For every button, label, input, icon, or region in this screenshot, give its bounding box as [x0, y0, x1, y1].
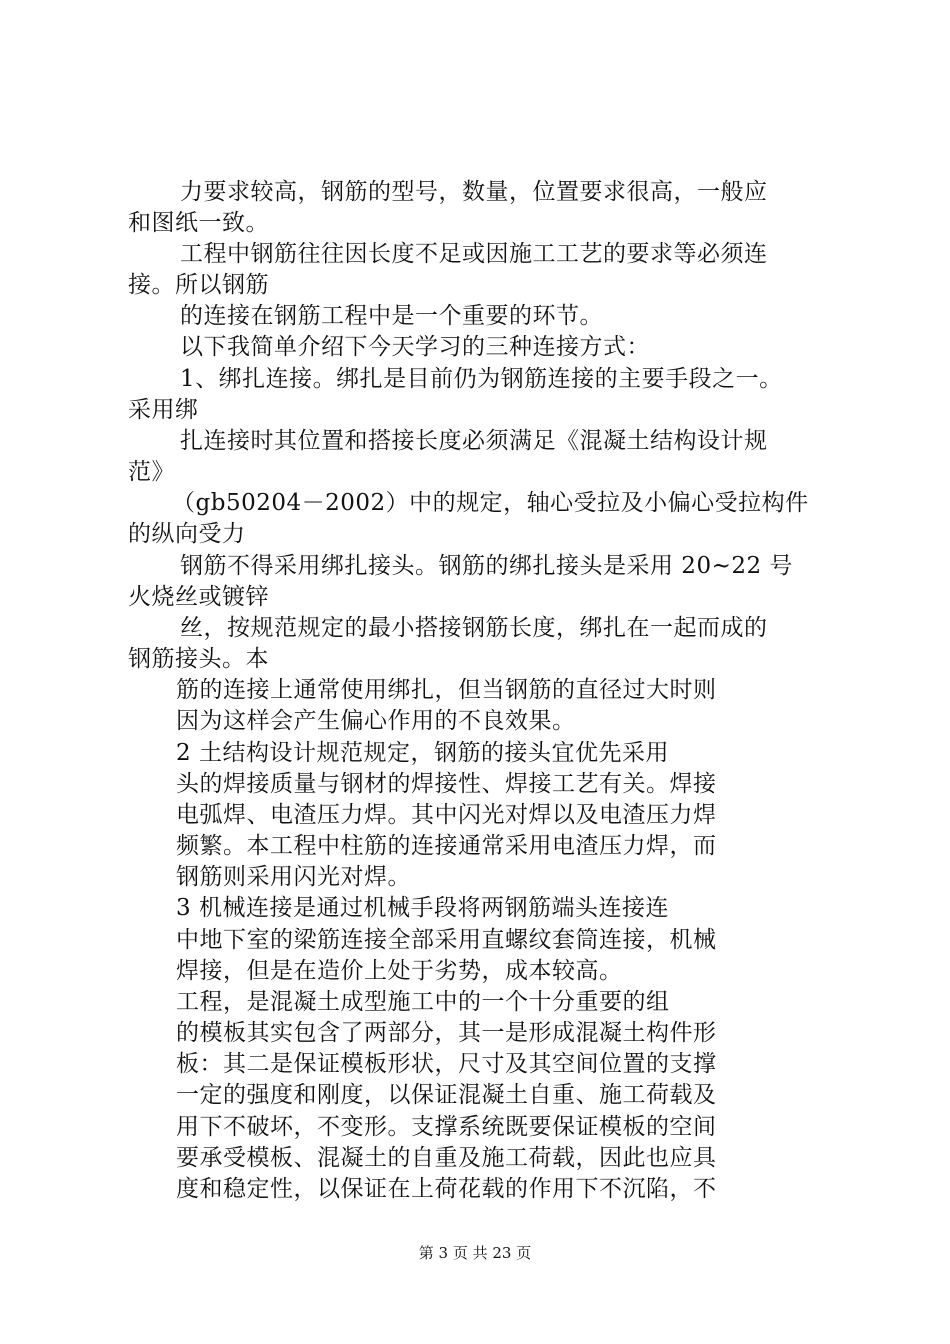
text-line: 的纵向受力 [128, 521, 246, 547]
text-line: 1、绑扎连接。绑扎是目前仍为钢筋连接的主要手段之一。 [180, 366, 783, 392]
text-line: 频繁。本工程中柱筋的连接通常采用电渣压力焊，而 [176, 833, 717, 859]
text-line: 钢筋接头。本 [128, 646, 269, 672]
text-line: 2 土结构设计规范规定，钢筋的接头宜优先采用 [176, 740, 669, 766]
text-line: 板：其二是保证模板形状，尺寸及其空间位置的支撑 [176, 1051, 717, 1077]
text-line: 的连接在钢筋工程中是一个重要的环节。 [180, 303, 603, 329]
text-line: 中地下室的梁筋连接全部采用直螺纹套筒连接，机械 [176, 927, 717, 953]
text-line: 以下我简单介绍下今天学习的三种连接方式： [180, 334, 650, 360]
text-line: 力要求较高，钢筋的型号，数量，位置要求很高，一般应 [180, 179, 768, 205]
text-line: 工程中钢筋往往因长度不足或因施工工艺的要求等必须连 [180, 241, 768, 267]
text-line: 工程，是混凝土成型施工中的一个十分重要的组 [176, 989, 670, 1015]
text-line: 火烧丝或镀锌 [128, 584, 269, 610]
text-line: 扎连接时其位置和搭接长度必须满足《混凝土结构设计规 [180, 428, 768, 454]
text-line: 的模板其实包含了两部分，其一是形成混凝土构件形 [176, 1020, 717, 1046]
text-line: 头的焊接质量与钢材的焊接性、焊接工艺有关。焊接 [176, 771, 717, 797]
text-line: 钢筋不得采用绑扎接头。钢筋的绑扎接头是采用 20~22 号 [180, 553, 793, 579]
text-line: 采用绑 [128, 397, 199, 423]
text-line: 3 机械连接是通过机械手段将两钢筋端头连接连 [176, 895, 669, 921]
text-line: 焊接，但是在造价上处于劣势，成本较高。 [176, 958, 623, 984]
text-line: 要承受模板、混凝土的自重及施工荷载，因此也应具 [176, 1145, 717, 1171]
text-line: 钢筋则采用闪光对焊。 [176, 864, 411, 890]
text-line: 和图纸一致。 [128, 210, 269, 236]
text-line: 一定的强度和刚度，以保证混凝土自重、施工荷载及 [176, 1082, 717, 1108]
text-line: 用下不破坏，不变形。支撑系统既要保证模板的空间 [176, 1114, 717, 1140]
text-line: 丝，按规范规定的最小搭接钢筋长度，绑扎在一起而成的 [180, 615, 768, 641]
text-line: 范》 [128, 459, 175, 485]
text-line: 度和稳定性，以保证在上荷花载的作用下不沉陷，不 [176, 1176, 717, 1202]
page-footer: 第 3 页 共 23 页 [418, 1244, 532, 1262]
text-line: （gb50204－2002）中的规定，轴心受拉及小偏心受拉构件 [172, 490, 809, 516]
text-line: 筋的连接上通常使用绑扎，但当钢筋的直径过大时则 [176, 677, 717, 703]
text-line: 因为这样会产生偏心作用的不良效果。 [176, 708, 576, 734]
text-line: 电弧焊、电渣压力焊。其中闪光对焊以及电渣压力焊 [176, 802, 717, 828]
text-line: 接。所以钢筋 [128, 272, 269, 298]
